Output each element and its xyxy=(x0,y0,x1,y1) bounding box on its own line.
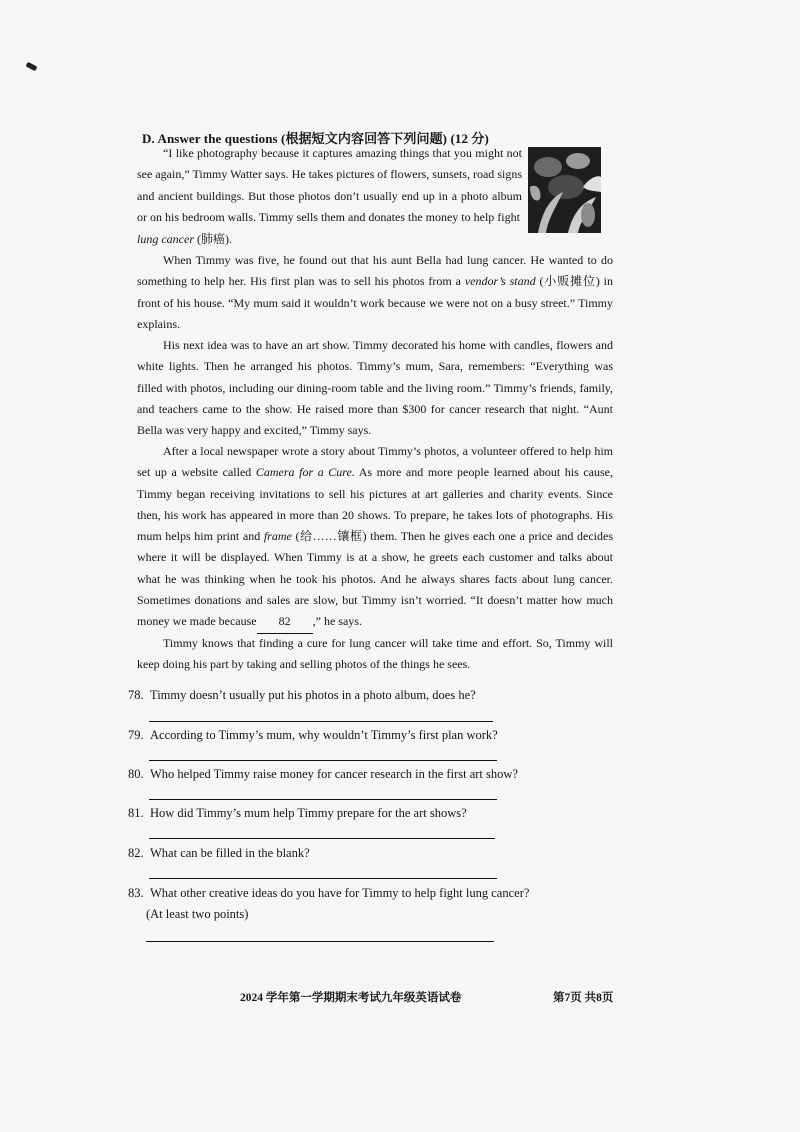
paragraph-4-text-c: (给……镶框) them. Then he gives each one a price and decides where it will be displayed. When Timmy is at a show, he greets each customer and talks about what he was thinking when he took his photos. And he always shares facts about lung cancer. Sometimes donations and sales are slow, but Timmy isn’t worried. “It doesn’t matter how much money we made because xyxy=(137,529,614,629)
paragraph-3-text: His next idea was to have an art show. Timmy decorated his home with candles, flowers and white lights. Then he arranged his photos. Timmy’s mum, Sara, remembers: “Everything was filled with photos, including our dining-room table and the living room.” Timmy’s friends, family, and teachers came to the show. He raised more than $300 for cancer research that night. “Aunt Bella was very happy and excited,” Timmy says. xyxy=(137,338,613,438)
question-number: 81. xyxy=(128,806,144,820)
paragraph-2-text-b: (小贩摊位) in front of his house. “My mum said it wouldn’t work because we were not on a busy street.” Timmy explains. xyxy=(137,274,614,331)
question-number: 78. xyxy=(128,688,144,702)
question-79 xyxy=(128,728,498,743)
question-83 xyxy=(128,886,529,901)
answer-line-83[interactable] xyxy=(146,941,494,942)
question-text: Who helped Timmy raise money for cancer research in the first art show? xyxy=(150,767,518,781)
answer-line-78[interactable] xyxy=(149,721,493,722)
term-vendors-stand: vendor’s stand xyxy=(464,274,536,289)
answer-line-80[interactable] xyxy=(149,799,497,800)
passage-photo xyxy=(528,147,601,233)
question-83-note: (At least two points) xyxy=(146,907,249,921)
paragraph-4-text-b: As more and more people learned about his cause, Timmy began receiving invitations to sell his pictures at art galleries and charity events. Since then, his work has appeared in more than 20 shows. To prepare, he takes lots of photographs. His mum helps him print and xyxy=(137,465,613,544)
question-80 xyxy=(128,767,518,782)
website-name: Camera for a Cure. xyxy=(255,465,355,480)
term-lung-cancer: lung cancer xyxy=(137,232,194,246)
answer-line-79[interactable] xyxy=(149,760,497,761)
paragraph-4 xyxy=(137,441,613,634)
section-heading: D. Answer the questions (根据短文内容回答下列问题) (12 分) xyxy=(142,131,489,146)
paragraph-2-text-a: When Timmy was five, he found out that his aunt Bella had lung cancer. He wanted to do something to help her. His first plan was to sell his photos from a xyxy=(137,253,613,289)
paragraph-2 xyxy=(137,250,613,335)
question-number: 80. xyxy=(128,767,144,781)
answer-line-82[interactable] xyxy=(149,878,497,879)
question-number: 83. xyxy=(128,886,144,900)
question-81 xyxy=(128,806,467,821)
paragraph-1-text: “I like photography because it captures amazing things that you might not see again,” Timmy Watter says. He takes pictures of flowers, sunsets, road signs and ancient buildings. But those photos don’t usually end up in a photo album or on his bedroom walls. Timmy sells them and donates the money to help fight xyxy=(137,146,522,224)
question-text: Timmy doesn’t usually put his photos in a photo album, does he? xyxy=(150,688,476,702)
question-78 xyxy=(128,688,476,703)
paragraph-5-text: Timmy knows that finding a cure for lung cancer will take time and effort. So, Timmy will keep doing his part by taking and selling photos of the things he sees. xyxy=(137,636,613,672)
answer-line-81[interactable] xyxy=(149,838,495,839)
paragraph-3 xyxy=(137,335,613,441)
question-text: What other creative ideas do you have for Timmy to help fight lung cancer? xyxy=(150,886,530,900)
scan-mark xyxy=(25,62,37,72)
question-text: According to Timmy’s mum, why wouldn’t Timmy’s first plan work? xyxy=(150,728,498,742)
question-number: 79. xyxy=(128,728,144,742)
paragraph-1-end xyxy=(137,229,613,250)
paragraph-4-text-d: ,” he says. xyxy=(312,614,362,629)
paragraph-1 xyxy=(137,143,522,228)
question-number: 82. xyxy=(128,846,144,860)
paragraph-5 xyxy=(137,633,613,676)
blank-82[interactable]: 82 xyxy=(257,611,313,633)
question-text: How did Timmy’s mum help Timmy prepare for the art shows? xyxy=(150,806,467,820)
exam-title-footer: 2024 学年第一学期期末考试九年级英语试卷 xyxy=(240,992,462,1004)
page-number: 第7页 共8页 xyxy=(553,992,614,1004)
question-text: What can be filled in the blank? xyxy=(150,846,310,860)
term-frame: frame xyxy=(263,529,292,544)
question-82 xyxy=(128,846,310,861)
paragraph-4-text-a: After a local newspaper wrote a story about Timmy’s photos, a volunteer offered to help him set up a website called xyxy=(137,444,613,480)
gloss-lung-cancer: (肺癌). xyxy=(196,232,232,246)
